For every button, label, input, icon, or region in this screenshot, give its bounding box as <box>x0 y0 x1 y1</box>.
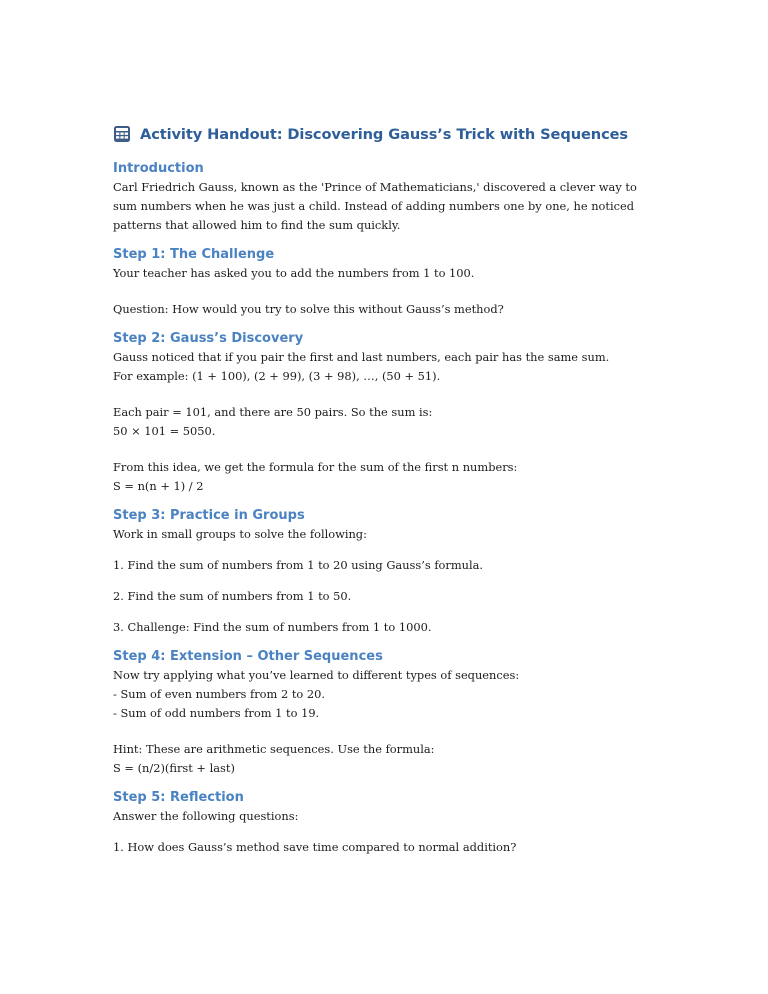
page-title: Activity Handout: Discovering Gauss’s Trick with Sequences <box>140 125 629 143</box>
step4-formula: S = (n/2)(first + last) <box>113 761 235 775</box>
step2-line-2: For example: (1 + 100), (2 + 99), (3 + 98), …, (50 + 51). <box>113 369 441 383</box>
step4-heading: Step 4: Extension – Other Sequences <box>113 649 383 664</box>
step4-hint: Hint: These are arithmetic sequences. Use the formula: <box>113 742 435 756</box>
step1-line-1: Your teacher has asked you to add the numbers from 1 to 100. <box>113 266 475 280</box>
step1-heading: Step 1: The Challenge <box>113 247 275 262</box>
step2-line-5: From this idea, we get the formula for the sum of the first n numbers: <box>113 460 518 474</box>
step3-heading: Step 3: Practice in Groups <box>113 508 305 523</box>
step4-line-2: - Sum of even numbers from 2 to 20. <box>113 687 325 701</box>
intro-line-3: patterns that allowed him to find the sum quickly. <box>113 218 401 232</box>
handout-page <box>113 122 653 857</box>
step5-intro: Answer the following questions: <box>113 809 299 823</box>
step1-question: Question: How would you try to solve this without Gauss’s method? <box>113 302 504 316</box>
step2-line-3: Each pair = 101, and there are 50 pairs. So the sum is: <box>113 405 433 419</box>
intro-line-2: sum numbers when he was just a child. Instead of adding numbers one by one, he noticed <box>113 199 635 213</box>
step5-heading: Step 5: Reflection <box>113 790 244 805</box>
step5-item-1: 1. How does Gauss’s method save time compared to normal addition? <box>113 840 517 854</box>
intro-heading: Introduction <box>113 161 204 176</box>
spreadsheet-icon <box>113 125 131 143</box>
step2-heading: Step 2: Gauss’s Discovery <box>113 331 304 346</box>
title-row <box>113 122 653 146</box>
step2-line-4: 50 × 101 = 5050. <box>113 424 216 438</box>
step4-line-1: Now try applying what you’ve learned to different types of sequences: <box>113 668 520 682</box>
step4-line-3: - Sum of odd numbers from 1 to 19. <box>113 706 320 720</box>
step3-item-2: 2. Find the sum of numbers from 1 to 50. <box>113 589 352 603</box>
step3-item-1: 1. Find the sum of numbers from 1 to 20 using Gauss’s formula. <box>113 558 484 572</box>
step2-formula: S = n(n + 1) / 2 <box>113 479 204 493</box>
step3-item-3: 3. Challenge: Find the sum of numbers from 1 to 1000. <box>113 620 432 634</box>
intro-line-1: Carl Friedrich Gauss, known as the 'Prince of Mathematicians,' discovered a clever way to <box>113 180 637 194</box>
step2-line-1: Gauss noticed that if you pair the first and last numbers, each pair has the same sum. <box>113 350 610 364</box>
step3-intro: Work in small groups to solve the following: <box>113 527 367 541</box>
